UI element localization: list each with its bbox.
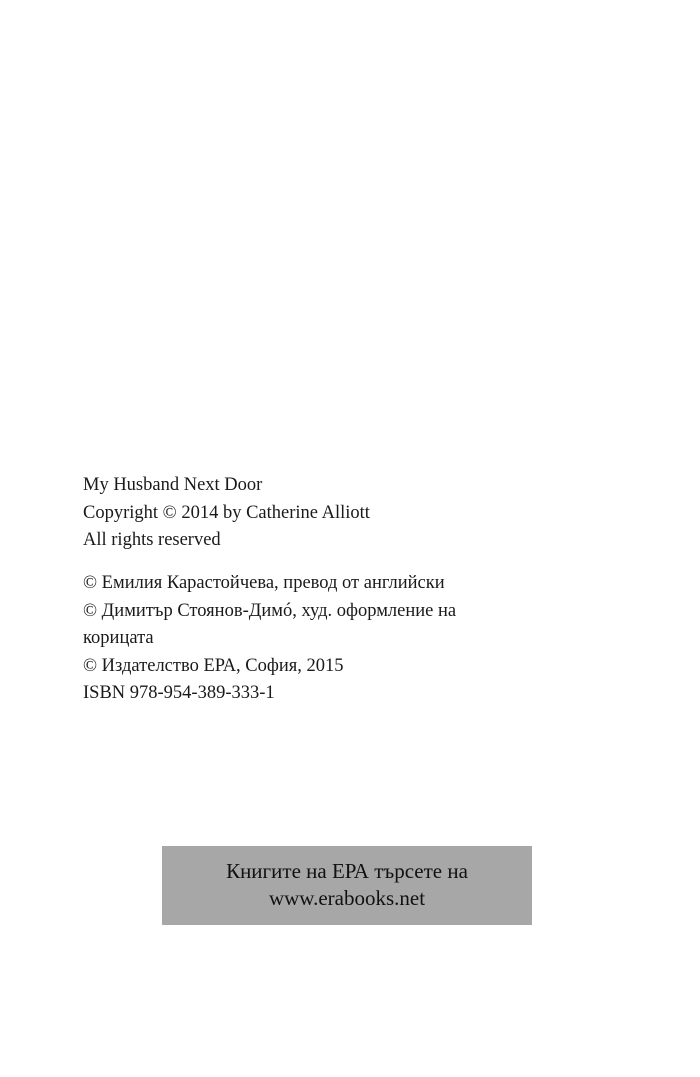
cover-credit: © Димитър Стоянов-Димó, худ. оформление на корицата xyxy=(83,600,457,648)
isbn: ISBN 978-954-389-333-1 xyxy=(83,683,275,703)
book-title: My Husband Next Door xyxy=(83,475,263,495)
rights-line: All rights reserved xyxy=(83,530,221,550)
promo-website-link[interactable]: www.erabooks.net xyxy=(268,886,426,910)
bulgarian-edition-info xyxy=(83,570,523,708)
translation-credit: © Емилия Карастойчева, превод от английски xyxy=(83,573,445,593)
promo-text: Книгите на ЕРА търсете на xyxy=(226,859,468,883)
promo-box xyxy=(162,846,532,925)
publisher-credit: © Издателство ЕРА, София, 2015 xyxy=(83,655,344,676)
original-edition-info xyxy=(83,472,523,555)
copyright-line: Copyright © 2014 by Catherine Alliott xyxy=(83,502,370,523)
